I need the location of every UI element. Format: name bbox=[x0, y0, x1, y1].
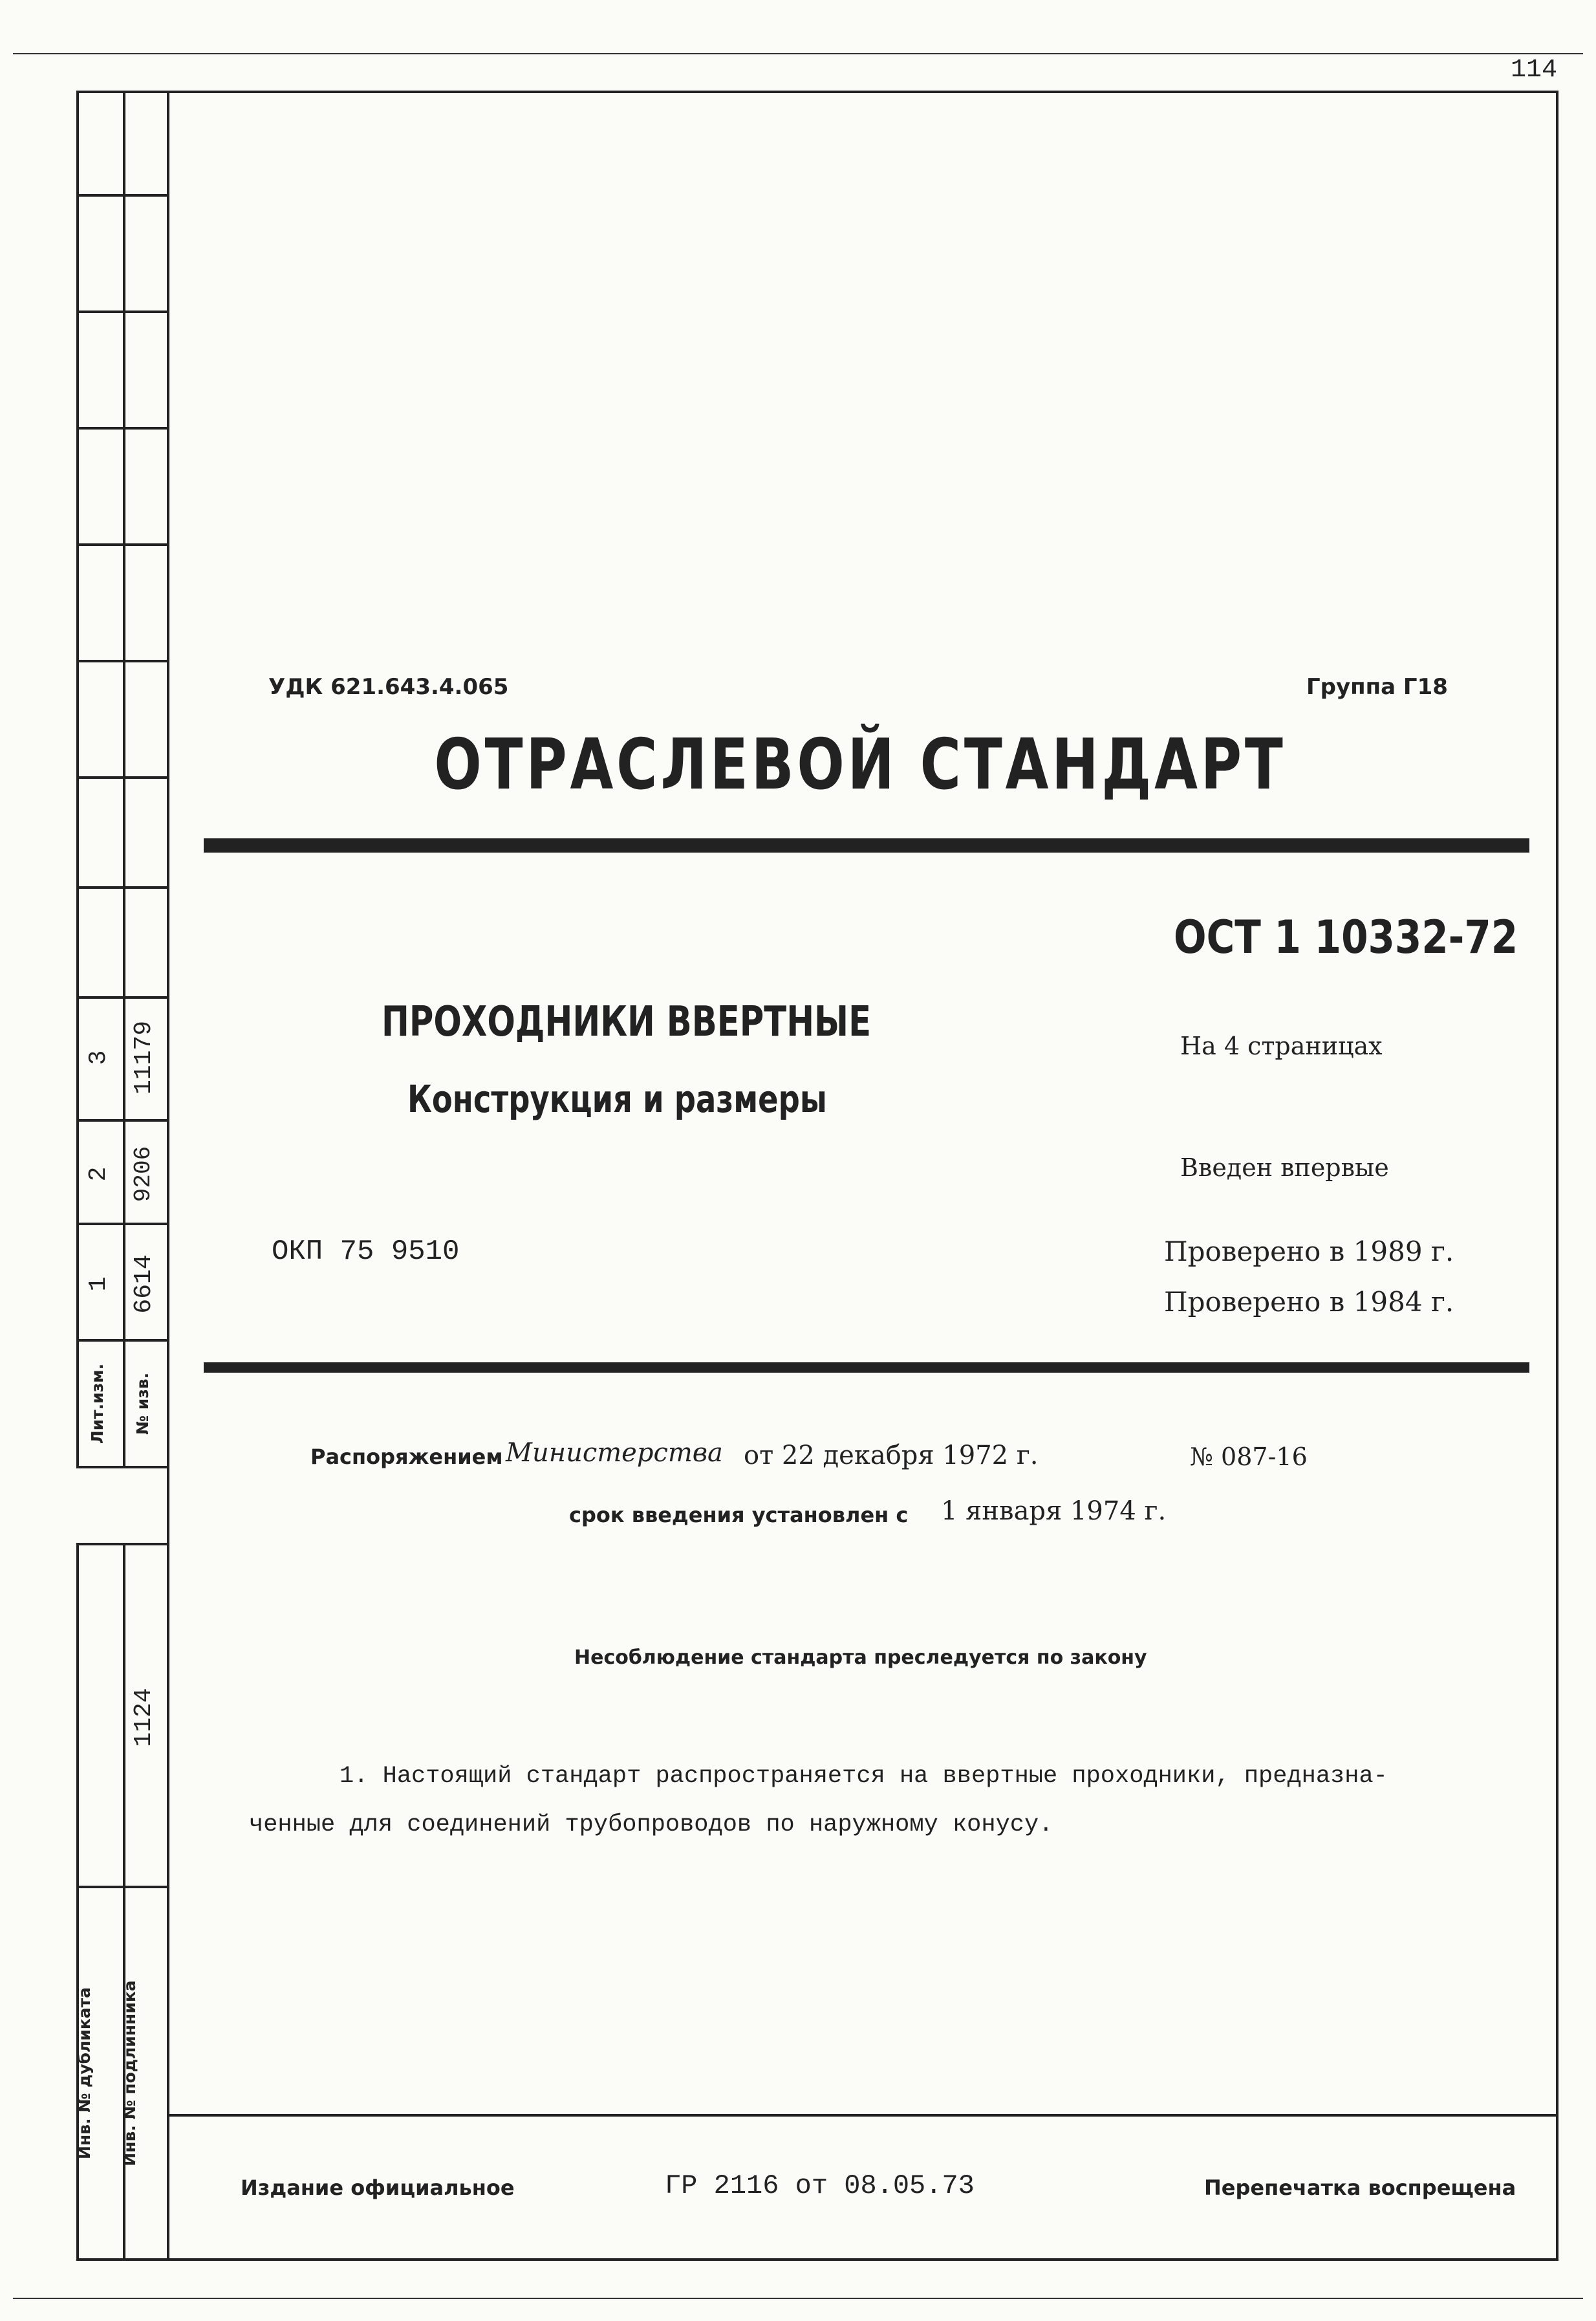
margin-hline bbox=[76, 776, 169, 779]
standard-name: ПРОХОДНИКИ ВВЕРТНЫЕ bbox=[382, 998, 872, 1046]
margin-hline bbox=[76, 660, 169, 662]
paragraph-1-line-1: 1. Настоящий стандарт распространяется на ввертные проходники, предназна- bbox=[340, 1763, 1388, 1790]
decree-date: от 22 декабря 1972 г. bbox=[744, 1441, 1039, 1470]
margin-hline bbox=[76, 886, 169, 889]
legal-warning: Несоблюдение стандарта преследуется по закону bbox=[574, 1646, 1147, 1669]
margin-hline bbox=[76, 194, 169, 197]
inv-original-label: Инв. № подлинника bbox=[120, 1980, 139, 2166]
checked-1984: Проверено в 1984 г. bbox=[1164, 1286, 1454, 1318]
decree-authority: Министерства bbox=[506, 1438, 723, 1468]
top-edge-line bbox=[13, 53, 1583, 54]
okp-code: ОКП 75 9510 bbox=[272, 1236, 460, 1268]
decree-number: № 087-16 bbox=[1190, 1443, 1308, 1471]
inv-original-value: 1124 bbox=[130, 1688, 158, 1747]
change-num-2: 9206 bbox=[130, 1146, 156, 1203]
lit-change-label: Лит.изм. bbox=[88, 1363, 107, 1444]
margin-hline bbox=[76, 1886, 169, 1888]
introduced-note: Введен впервые bbox=[1180, 1153, 1389, 1182]
group-code: Группа Г18 bbox=[1306, 674, 1448, 700]
change-lit-2: 2 bbox=[85, 1166, 113, 1182]
margin-hline bbox=[76, 996, 169, 999]
inv-duplicate-label: Инв. № дубликата bbox=[75, 1987, 94, 2159]
change-num-1: 6614 bbox=[130, 1254, 158, 1314]
udk-code: УДК 621.643.4.065 bbox=[268, 674, 509, 700]
margin-hline bbox=[76, 1119, 169, 1122]
bottom-edge-line bbox=[13, 2298, 1583, 2299]
margin-hline bbox=[76, 427, 169, 430]
page-count: На 4 страницах bbox=[1180, 1032, 1383, 1060]
term-date: 1 января 1974 г. bbox=[941, 1496, 1167, 1526]
change-lit-3: 3 bbox=[85, 1050, 113, 1065]
decree-label: Распоряжением bbox=[310, 1444, 503, 1469]
checked-1989: Проверено в 1989 г. bbox=[1164, 1236, 1454, 1267]
notice-number-label: № изв. bbox=[133, 1372, 152, 1435]
standard-code: ОСТ 1 10332-72 bbox=[1174, 911, 1518, 964]
margin-hline bbox=[76, 543, 169, 546]
standard-subtitle: Конструкция и размеры bbox=[407, 1077, 827, 1121]
footer-rule bbox=[167, 2114, 1558, 2117]
change-num-3: 11179 bbox=[130, 1020, 158, 1095]
change-lit-1: 1 bbox=[85, 1276, 113, 1292]
term-label: срок введения установлен с bbox=[569, 1503, 909, 1527]
paragraph-1-line-2: ченные для соединений трубопроводов по наружному конусу. bbox=[249, 1811, 1053, 1838]
footer-official-edition: Издание официальное bbox=[241, 2175, 515, 2200]
margin-hline bbox=[76, 311, 169, 313]
footer-registration: ГР 2116 от 08.05.73 bbox=[665, 2170, 975, 2201]
page-number: 114 bbox=[1510, 56, 1557, 85]
document-title: ОТРАСЛЕВОЙ СТАНДАРТ bbox=[434, 725, 1286, 805]
footer-reprint-forbidden: Перепечатка воспрещена bbox=[1204, 2175, 1516, 2200]
standard-rule bbox=[204, 1362, 1529, 1373]
header-rule bbox=[204, 838, 1529, 853]
margin-hline bbox=[76, 1339, 169, 1342]
